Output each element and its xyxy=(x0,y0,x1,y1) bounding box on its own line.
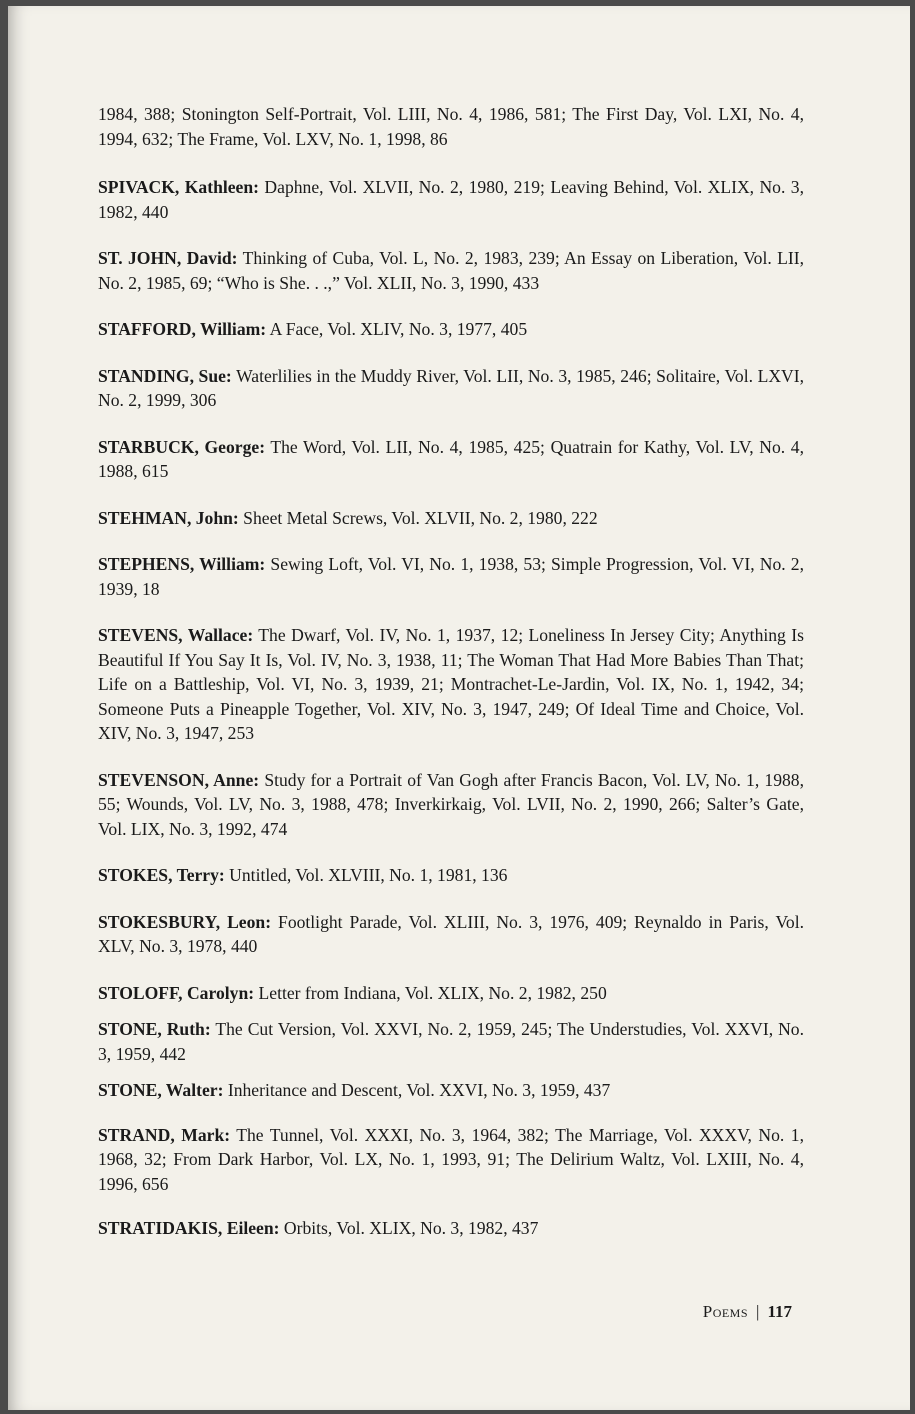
entry-text: The Dwarf, Vol. IV, No. 1, 1937, 12; Loneliness In Jersey City; Anything Is Beautiful If You Say It Is, Vol. IV, No. 3, 1938, 11; The Woman That Had More Babies Than That; Life on a Battleship, Vol. VI, No. 3, 1939, 21; Montrachet-Le-Jardin, Vol. IX, No. 1, 1942, 34; Someone Puts a Pineapple Together, Vol. XIV, No. 3, 1947, 249; Of Ideal Time and Choice, Vol. XIV, No. 3, 1947, 253 xyxy=(98,625,804,743)
index-entry xyxy=(98,768,804,842)
index-entry xyxy=(98,102,804,151)
index-entry xyxy=(98,1216,804,1241)
entry-text: The Tunnel, Vol. XXXI, No. 3, 1964, 382; The Marriage, Vol. XXXV, No. 1, 1968, 32; From Dark Harbor, Vol. LX, No. 1, 1993, 91; The Delirium Waltz, Vol. LXIII, No. 4, 1996, 656 xyxy=(98,1124,804,1194)
entry-text: The Cut Version, Vol. XXVI, No. 2, 1959, 245; The Understudies, Vol. XXVI, No. 3, 1959, 442 xyxy=(98,1019,804,1064)
index-entries xyxy=(98,102,804,1241)
author-name: STONE, Ruth: xyxy=(98,1019,211,1039)
author-name: SPIVACK, Kathleen: xyxy=(98,177,260,197)
author-name: STAFFORD, William: xyxy=(98,319,267,339)
entry-text: Untitled, Vol. XLVIII, No. 1, 1981, 136 xyxy=(224,865,508,885)
author-name: STEVENS, Wallace: xyxy=(98,625,254,645)
entry-text: Footlight Parade, Vol. XLIII, No. 3, 1976, 409; Reynaldo in Paris, Vol. XLV, No. 3, 1978, 440 xyxy=(98,911,804,956)
index-entry xyxy=(98,435,804,484)
author-name: STOKES, Terry: xyxy=(98,865,225,885)
author-name: STOKESBURY, Leon: xyxy=(98,911,272,932)
index-entry xyxy=(98,1078,804,1103)
index-entry xyxy=(98,863,804,888)
author-name: STARBUCK, George: xyxy=(98,436,266,457)
entry-text: Letter from Indiana, Vol. XLIX, No. 2, 1982, 250 xyxy=(254,982,607,1003)
index-entry xyxy=(98,506,804,531)
index-entry xyxy=(98,910,804,959)
index-entry xyxy=(98,317,804,342)
entry-text: Sewing Loft, Vol. VI, No. 1, 1938, 53; Simple Progression, Vol. VI, No. 2, 1939, 18 xyxy=(98,554,804,599)
author-name: STRATIDAKIS, Eileen: xyxy=(98,1218,280,1238)
entry-text: Study for a Portrait of Van Gogh after Francis Bacon, Vol. LV, No. 1, 1988, 55; Wounds, Vol. LV, No. 3, 1988, 478; Inverkirkaig, Vol. LVII, No. 2, 1990, 266; Salter’s Gate, Vol. LIX, No. 3, 1992, 474 xyxy=(98,769,804,839)
entry-text: Orbits, Vol. XLIX, No. 3, 1982, 437 xyxy=(279,1218,539,1238)
entry-text: Sheet Metal Screws, Vol. XLVII, No. 2, 1980, 222 xyxy=(238,507,598,528)
entry-text: A Face, Vol. XLIV, No. 3, 1977, 405 xyxy=(266,319,528,339)
entry-text: The Word, Vol. LII, No. 4, 1985, 425; Quatrain for Kathy, Vol. LV, No. 4, 1988, 615 xyxy=(98,436,804,481)
author-name: STANDING, Sue: xyxy=(98,365,232,386)
author-name: STEVENSON, Anne: xyxy=(98,769,260,790)
index-entry xyxy=(98,364,804,413)
page-number: 117 xyxy=(767,1302,792,1321)
index-entry xyxy=(98,1017,804,1066)
author-name: STRAND, Mark: xyxy=(98,1124,231,1145)
index-entry xyxy=(98,552,804,601)
index-entry xyxy=(98,175,804,224)
author-name: STEHMAN, John: xyxy=(98,507,239,528)
author-name: STEPHENS, William: xyxy=(98,554,266,574)
entry-text: Inheritance and Descent, Vol. XXVI, No. 3, 1959, 437 xyxy=(223,1080,611,1100)
index-entry xyxy=(98,623,804,746)
index-entry xyxy=(98,1123,804,1197)
author-name: STONE, Walter: xyxy=(98,1080,224,1100)
entry-text: 1984, 388; Stonington Self-Portrait, Vol. LIII, No. 4, 1986, 581; The First Day, Vol. LXI, No. 4, 1994, 632; The Frame, Vol. LXV, No. 1, 1998, 86 xyxy=(98,104,804,149)
entry-text: Waterlilies in the Muddy River, Vol. LII, No. 3, 1985, 246; Solitaire, Vol. LXVI, No. 2, 1999, 306 xyxy=(98,365,804,410)
entry-text: Daphne, Vol. XLVII, No. 2, 1980, 219; Leaving Behind, Vol. XLIX, No. 3, 1982, 440 xyxy=(98,177,804,222)
entry-text: Thinking of Cuba, Vol. L, No. 2, 1983, 239; An Essay on Liberation, Vol. LII, No. 2, 1985, 69; “Who is She. . .,” Vol. XLII, No. 3, 1990, 433 xyxy=(98,248,804,293)
author-name: ST. JOHN, David: xyxy=(98,248,238,268)
footer-separator: | xyxy=(756,1302,760,1321)
running-footer-title: Poems xyxy=(702,1302,749,1321)
author-name: STOLOFF, Carolyn: xyxy=(98,982,255,1003)
page-footer xyxy=(703,1302,792,1322)
index-entry xyxy=(98,246,804,295)
index-entry xyxy=(98,981,804,1006)
book-page xyxy=(8,6,910,1410)
